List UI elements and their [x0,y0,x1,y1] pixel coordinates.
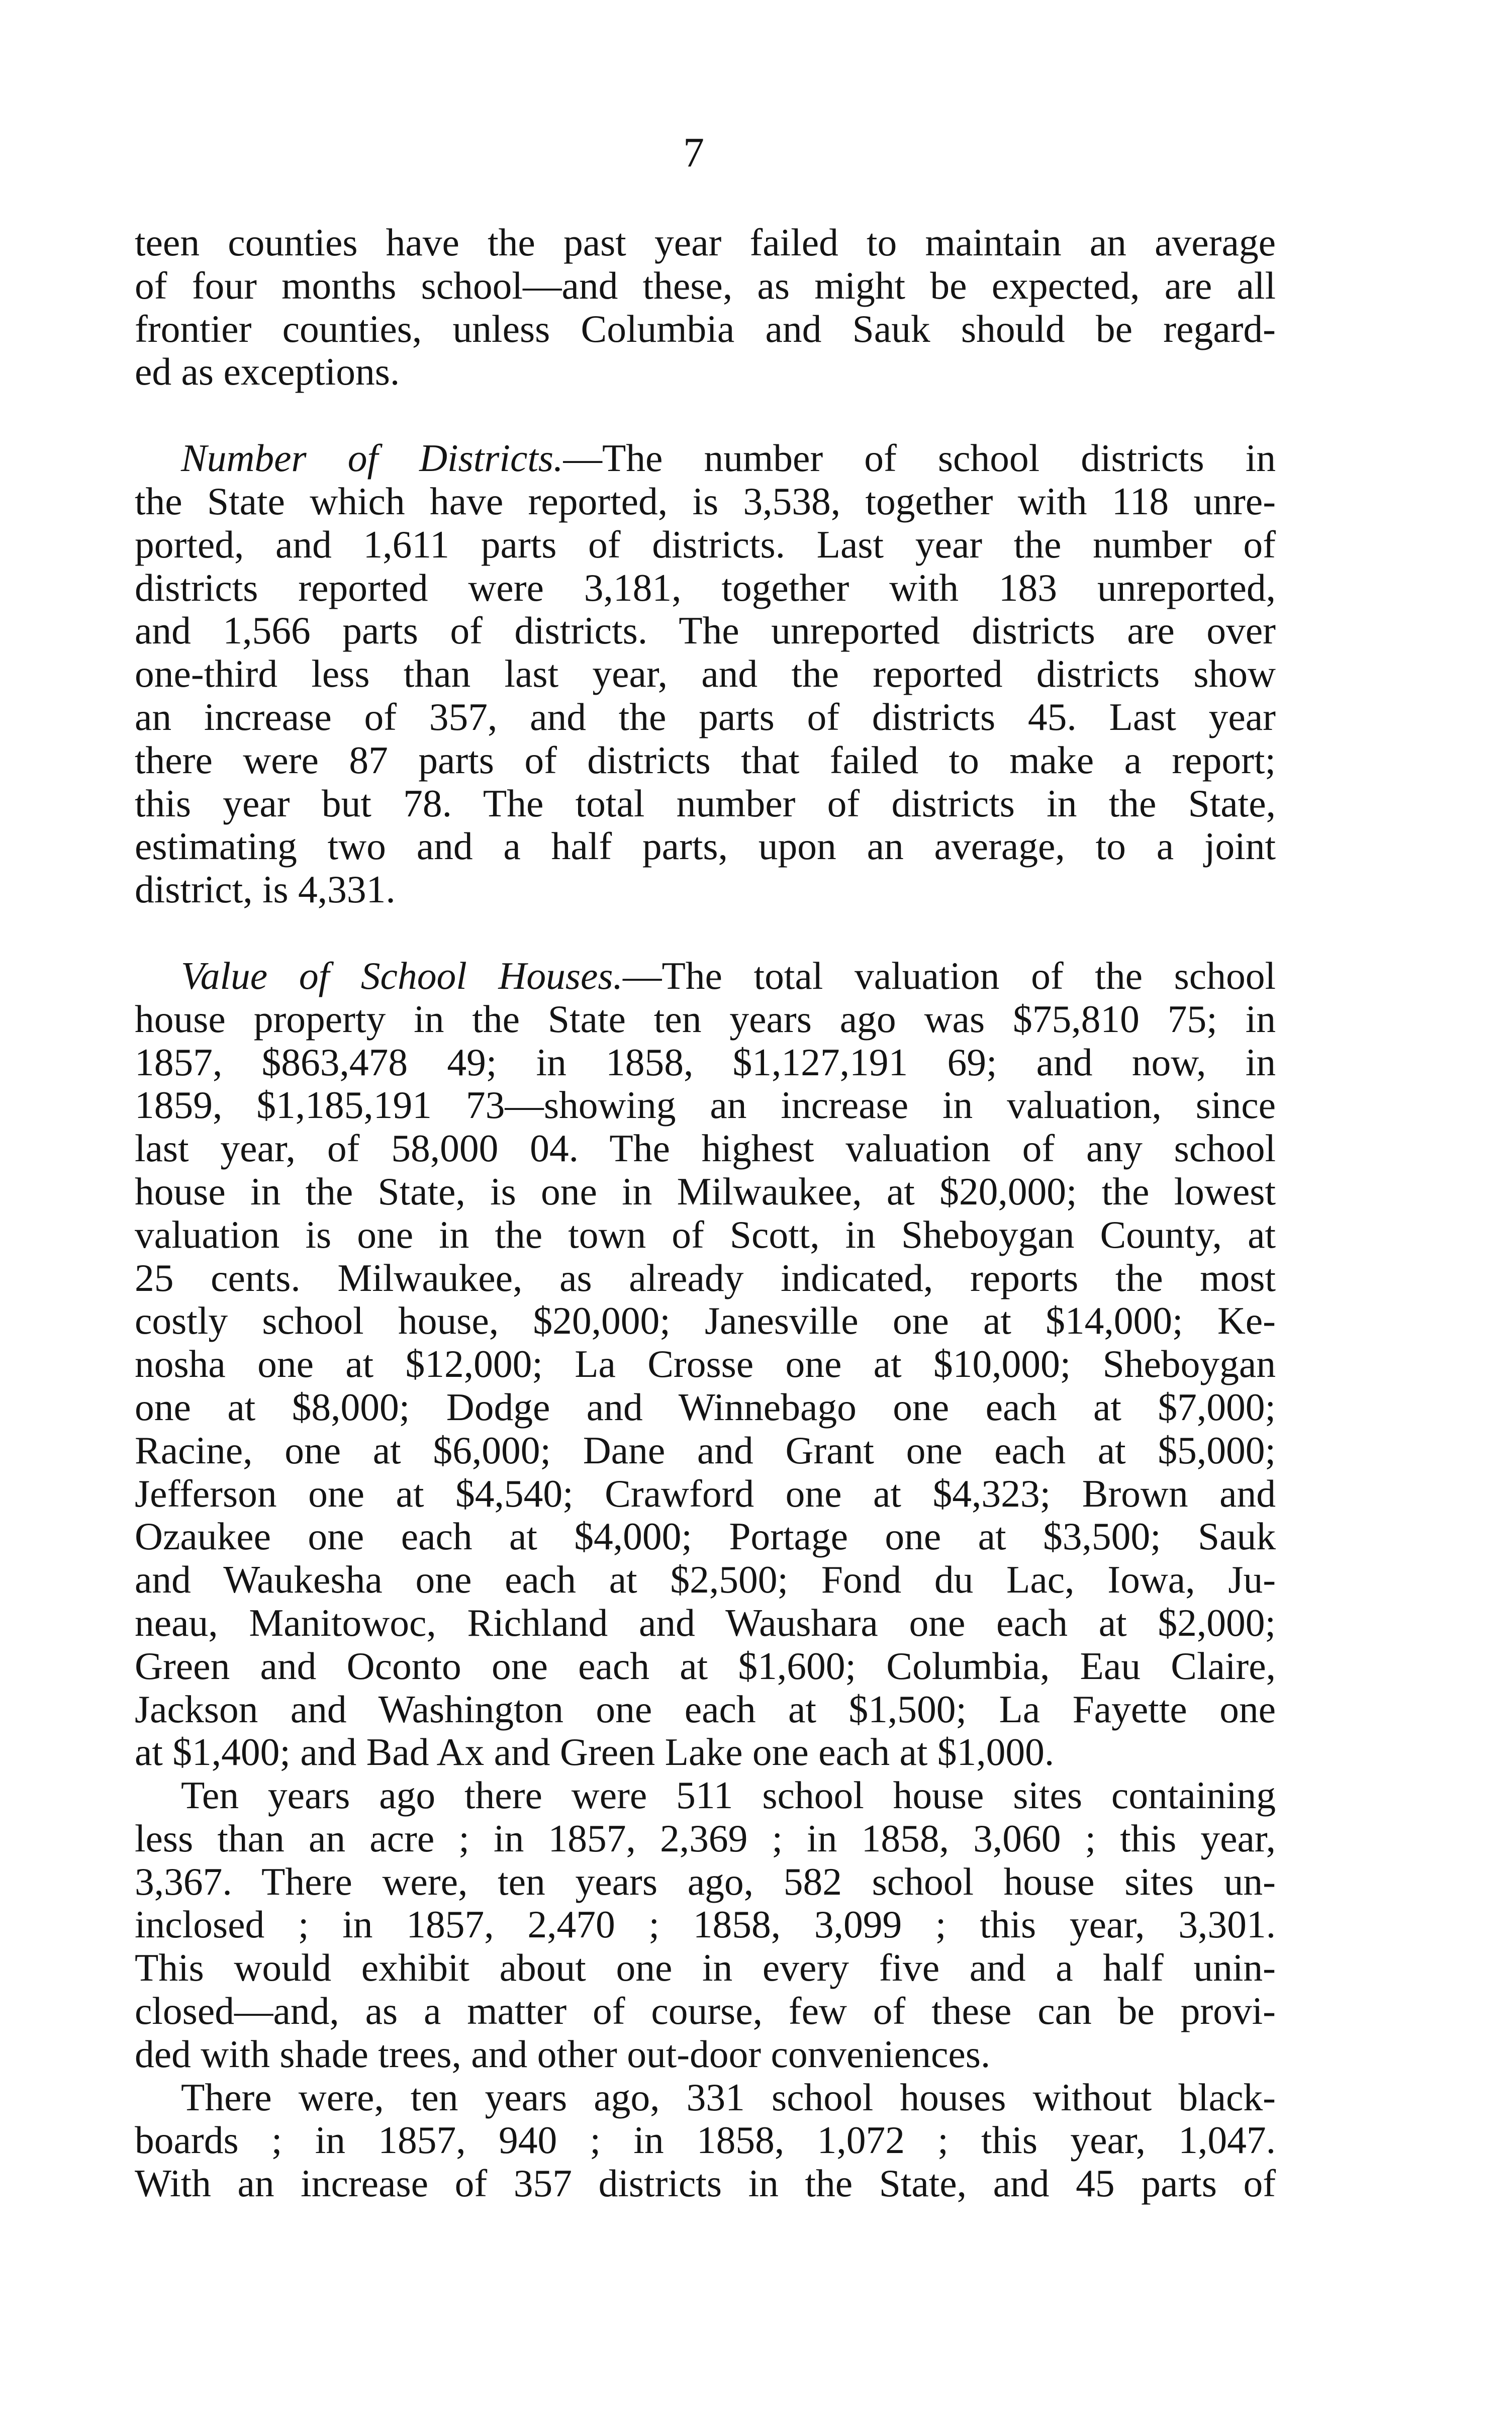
text-line: last year, of 58,000 04. The highest valuation of any school [135,1127,1276,1170]
text-line: 1859, $1,185,191 73—showing an increase in valuation, since [135,1083,1276,1127]
text-line [135,437,1276,480]
text-line: neau, Manitowoc, Richland and Waushara one each at $2,000; [135,1601,1276,1644]
text-line: With an increase of 357 districts in the State, and 45 parts of [135,2162,1276,2205]
text-line: valuation is one in the town of Scott, in Sheboygan County, at [135,1212,1276,1256]
text-line: 3,367. There were, ten years ago, 582 school house sites un- [135,1859,1276,1903]
text-line: nosha one at $12,000; La Crosse one at $10,000; Sheboygan [135,1342,1276,1386]
text-line: teen counties have the past year failed to maintain an average [135,221,1276,264]
text-line: Green and Oconto one each at $1,600; Columbia, Eau Claire, [135,1644,1276,1688]
text-run: —The number of school districts in [563,436,1276,480]
text-line: this year but 78. The total number of districts in the State, [135,781,1276,825]
text-line: There were, ten years ago, 331 school houses without black- [181,2075,1276,2119]
text-line: ded with shade trees, and other out-door conveniences. [135,2032,991,2076]
paragraph-continuation [135,221,1276,394]
text-line: ported, and 1,611 parts of districts. Last year the number of [135,522,1276,566]
text-line: Racine, one at $6,000; Dane and Grant one each at $5,000; [135,1428,1276,1472]
section-heading: Number of Districts. [181,436,563,480]
text-line: Ozaukee one each at $4,000; Portage one at $3,500; Sauk [135,1515,1276,1558]
text-line: district, is 4,331. [135,868,396,911]
paragraph-school-house-sites [135,1774,1276,2076]
text-line: less than an acre ; in 1857, 2,369 ; in 1858, 3,060 ; this year, [135,1816,1276,1860]
text-line: This would exhibit about one in every five and a half unin- [135,1946,1276,1990]
text-line [135,955,1276,998]
text-line: house in the State, is one in Milwaukee, at $20,000; the lowest [135,1169,1276,1213]
text-line: one at $8,000; Dodge and Winnebago one each at $7,000; [135,1385,1276,1429]
text-line: and 1,566 parts of districts. The unreported districts are over [135,609,1276,652]
paragraph-blackboards [135,2076,1276,2205]
text-line: an increase of 357, and the parts of districts 45. Last year [135,695,1276,738]
text-run: —The total valuation of the school [622,954,1276,997]
text-line: Jefferson one at $4,540; Crawford one at $4,323; Brown and [135,1471,1276,1515]
text-line: 25 cents. Milwaukee, as already indicated, reports the most [135,1256,1276,1299]
page-number: 7 [683,129,704,176]
text-line: there were 87 parts of districts that failed to make a report; [135,738,1276,782]
text-line: costly school house, $20,000; Janesville one at $14,000; Ke- [135,1299,1276,1343]
section-heading: Value of School Houses. [181,954,623,997]
paragraph-number-of-districts [135,437,1276,911]
text-line: house property in the State ten years ago was $75,810 75; in [135,997,1276,1041]
text-line: ed as exceptions. [135,350,400,394]
text-line: estimating two and a half parts, upon an average, to a joint [135,824,1276,868]
text-line: 1857, $863,478 49; in 1858, $1,127,191 69; and now, in [135,1040,1276,1084]
text-line: closed—and, as a matter of course, few of these can be provi- [135,1989,1276,2033]
text-line: the State which have reported, is 3,538, together with 118 unre- [135,479,1276,523]
text-line: one-third less than last year, and the reported districts show [135,652,1276,696]
text-line: and Waukesha one each at $2,500; Fond du Lac, Iowa, Ju- [135,1558,1276,1602]
text-line: of four months school—and these, as might be expected, are all [135,263,1276,307]
text-line: inclosed ; in 1857, 2,470 ; 1858, 3,099 ; this year, 3,301. [135,1903,1276,1946]
paragraph-value-of-school-houses [135,955,1276,1774]
body-text [135,221,1276,2205]
text-line: frontier counties, unless Columbia and Sauk should be regard- [135,307,1276,350]
text-line: Ten years ago there were 511 school house sites containing [181,1773,1276,1817]
text-line: boards ; in 1857, 940 ; in 1858, 1,072 ; this year, 1,047. [135,2118,1276,2162]
text-line: at $1,400; and Bad Ax and Green Lake one each at $1,000. [135,1730,1055,1774]
text-line: districts reported were 3,181, together with 183 unreported, [135,566,1276,609]
text-line: Jackson and Washington one each at $1,500; La Fayette one [135,1687,1276,1731]
